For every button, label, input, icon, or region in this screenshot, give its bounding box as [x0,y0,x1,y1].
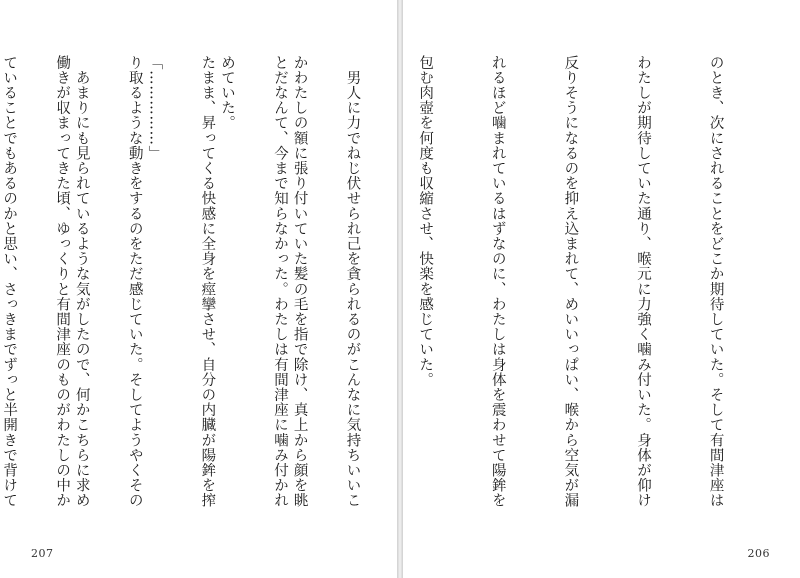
right-page-text [0,55,776,525]
text-line: かわたしの額に張り付いていた髪の毛を指で除け、真上から顔を眺 [291,55,308,508]
page-number: 207 [31,547,54,560]
text-line: 反りそうになるのを抑え込まれて、めいいっぱい、喉から空気が漏 [562,55,579,508]
text-line: とだなんて、今まで知らなかった。わたしは有間津座に噛み付かれ [271,55,288,508]
text-line: 働きが収まってきた頃、ゆっくりと有間津座のものがわたしの中か [54,55,71,508]
text-line: たまま、昇ってくる快感に全身を痙攣させ、自分の内臓が陽鉾を搾 [199,55,216,508]
text-line: あまりにも見られているような気がしたので、何かこちらに求め [73,55,90,508]
page-number: 206 [747,547,770,560]
text-line: れるほど噛まれているはずなのに、わたしは身体を震わせて陽鉾を [489,55,506,508]
text-line: り取るような動きをするのをただ感じていた。そしてようやくその [126,55,143,508]
text-line: 包む肉壺を何度も収縮させ、快楽を感じていた。 [417,55,434,388]
text-line: めていた。 [218,55,235,131]
text-line: ていることでもあるのかと思い、さっきまでずっと半開きで背けて [1,55,18,508]
text-line: わたしが期待していた通り、喉元に力強く噛み付いた。身体が仰け [634,55,651,508]
text-line: のとき、次にされることをどこか期待していた。そして有間津座は [707,55,724,508]
text-line: 男人に力でねじ伏せられ己を貪られるのがこんなに気持ちいいこ [344,55,361,508]
text-line: 「……………」 [146,55,163,161]
text-line [0,55,2,525]
